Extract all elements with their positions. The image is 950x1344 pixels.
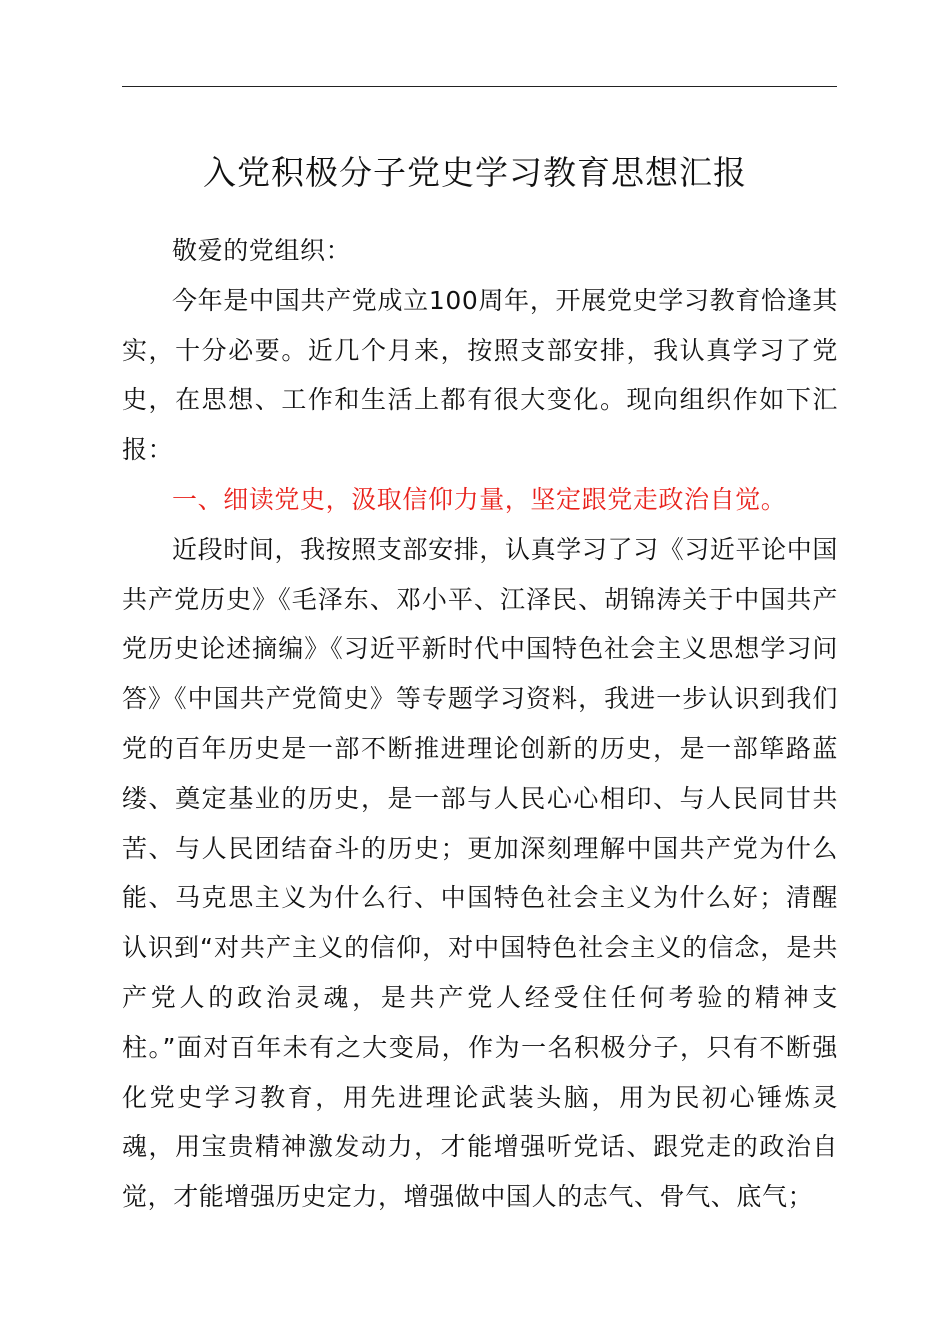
intro-paragraph: 今年是中国共产党成立100周年，开展党史学习教育恰逢其实，十分必要。近几个月来，按照支部安排，我认真学习了党史，在思想、工作和生活上都有很大变化。现向组织作如下汇报： [122, 285, 838, 465]
section-heading: 一、细读党史，汲取信仰力量，坚定跟党走政治自觉。 [172, 484, 787, 514]
header-rule [122, 86, 837, 87]
section-paragraph: 近段时间，我按照支部安排，认真学习了习《习近平论中国共产党历史》《毛泽东、邓小平、江泽民、胡锦涛关于中国共产党历史论述摘编》《习近平新时代中国特色社会主义思想学习问答》《中国共产党简史》等专题学习资料，我进一步认识到我们党的百年历史是一部不断推进理论创新的历史，是一部筚路蓝缕、奠定基业的历史，是一部与人民心心相印、与人民同甘共苦、与人民团结奋斗的历史；更加深刻理解中国共产党为什么能、马克思主义为什么行、中国特色社会主义为什么好；清醒认识到“对共产主义的信仰，对中国特色社会主义的信念，是共产党人的政治灵魂，是共产党人经受住任何考验的精神支柱。”面对百年未有之大变局，作为一名积极分子，只有不断强化党史学习教育，用先进理论武装头脑，用为民初心锤炼灵魂，用宝贵精神激发动力，才能增强听党话、跟党走的政治自觉，才能增强历史定力，增强做中国人的志气、骨气、底气； [122, 534, 838, 1212]
document-body [122, 226, 838, 1222]
document-title: 入党积极分子党史学习教育思想汇报 [203, 153, 747, 192]
salutation: 敬爱的党组织： [172, 236, 352, 265]
